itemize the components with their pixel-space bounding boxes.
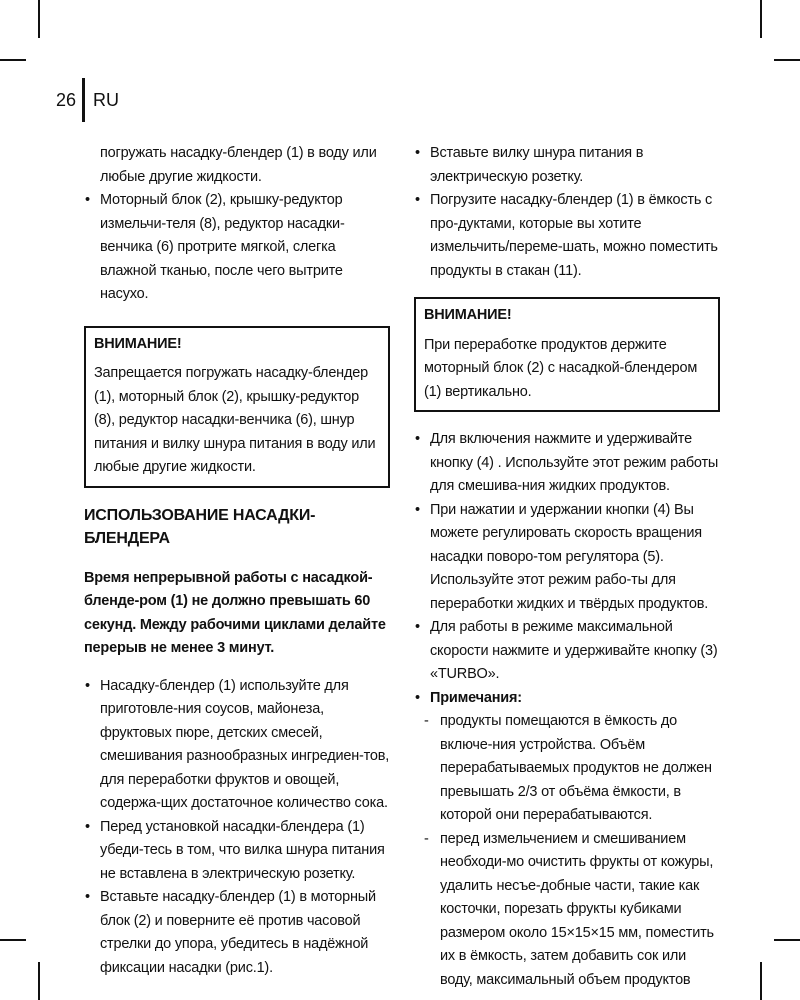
section-heading: ИСПОЛЬЗОВАНИЕ НАСАДКИ-БЛЕНДЕРА xyxy=(84,506,316,547)
crop-mark-bottom-left-h xyxy=(0,939,26,941)
dash-mark: - xyxy=(424,713,429,729)
list-item xyxy=(414,428,720,499)
list-item-text: Вставьте насадку-блендер (1) в моторный блок (2) и поверните её против часовой стрелки до упора, убедитесь в надёжной фиксации насадки (рис.1). xyxy=(100,889,376,976)
list-item xyxy=(414,616,720,687)
bullet-mark: • xyxy=(415,501,420,518)
bullet-mark: • xyxy=(85,677,90,694)
list-item xyxy=(84,675,390,816)
usage-list xyxy=(84,675,390,981)
dash-mark: - xyxy=(424,830,429,847)
bullet-mark: • xyxy=(85,192,90,208)
note-item xyxy=(414,710,720,828)
right-column xyxy=(414,142,720,992)
list-item-text: Вставьте вилку шнура питания в электрическую розетку. xyxy=(430,145,644,185)
list-item-text: При нажатии и удержании кнопки (4) Вы можете регулировать скорость вращения насадки поворо-том регулятора (5). Используйте этот режим рабо-ты для переработки жидких и твёрдых продуктов. xyxy=(430,501,709,612)
operation-list xyxy=(414,428,720,992)
warning-box xyxy=(414,297,720,412)
time-notice: Время непрерывной работы с насадкой-бленде-ром (1) не должно превышать 60 секунд. Между рабочими циклами делайте перерыв не менее 3 минут. xyxy=(84,569,386,656)
page-header xyxy=(56,78,119,122)
list-item-text: Перед установкой насадки-блендера (1) убеди-тесь в том, что вилка шнура питания не вставлена в электрическую розетку. xyxy=(100,818,385,882)
notes-list xyxy=(414,710,720,992)
list-item xyxy=(84,189,390,307)
warning-box xyxy=(84,326,390,488)
page-number: 26 xyxy=(56,89,77,110)
crop-mark-bottom-right-v xyxy=(760,962,762,1000)
list-item-text: Для работы в режиме максимальной скорости нажмите и удерживайте кнопку (3) «TURBO». xyxy=(430,619,718,682)
crop-mark-top-right-v xyxy=(760,0,762,38)
intro-continuation: погружать насадку-блендер (1) в воду или любые другие жидкости. xyxy=(100,145,377,185)
list-item-text: Погрузите насадку-блендер (1) в ёмкость с про-дуктами, которые вы хотите измельчить/переме-шать, можно поместить продукты в стакан (11). xyxy=(430,192,718,279)
cleaning-list xyxy=(84,189,390,307)
crop-mark-top-left-h xyxy=(0,59,26,61)
warning-text: Запрещается погружать насадку-блендер (1), моторный блок (2), крышку-редуктор (8), редуктор насадки-венчика (6), шнур питания и вилку шнура питания в воду или любые другие жидкости. xyxy=(94,365,376,475)
warning-text: При переработке продуктов держите моторный блок (2) с насадкой-блендером (1) вертикально. xyxy=(424,336,698,400)
crop-mark-top-left-v xyxy=(38,0,40,38)
bullet-mark: • xyxy=(85,818,90,835)
list-item-text: Для включения нажмите и удерживайте кнопку (4) . Используйте этот режим работы для смешива-ния жидких продуктов. xyxy=(430,431,719,494)
crop-mark-bottom-right-h xyxy=(774,939,800,941)
bullet-mark: • xyxy=(415,431,420,447)
crop-mark-top-right-h xyxy=(774,59,800,61)
left-column xyxy=(84,142,390,980)
list-item xyxy=(414,189,720,283)
list-item xyxy=(414,499,720,617)
notes-item xyxy=(414,687,720,993)
bullet-mark: • xyxy=(415,192,420,208)
list-item-text: Насадку-блендер (1) используйте для приготовле-ния соусов, майонеза, фруктовых пюре, детских смесей, смешивания разнообразных ингредиен-тов, для переработки фруктов и овощей, содержа-щих достаточное количество сока. xyxy=(100,677,390,811)
note-text: продукты помещаются в ёмкость до включе-ния устройства. Объём перерабатываемых продуктов не должен превышать 2/3 от объёма ёмкости, в которой они перерабатываются. xyxy=(440,713,712,823)
note-item xyxy=(414,828,720,993)
warning-title: ВНИМАНИЕ! xyxy=(424,307,512,323)
crop-mark-bottom-left-v xyxy=(38,962,40,1000)
list-item xyxy=(84,886,390,980)
language-code: RU xyxy=(93,89,120,110)
bullet-mark: • xyxy=(415,619,420,635)
header-divider xyxy=(82,78,85,122)
list-item xyxy=(84,816,390,887)
bullet-mark: • xyxy=(415,689,420,706)
list-item-text: Моторный блок (2), крышку-редуктор измельчи-теля (8), редуктор насадки-венчика (6) протрите мягкой, слегка влажной тканью, после чего вытрите насухо. xyxy=(100,192,345,302)
bullet-mark: • xyxy=(85,889,90,905)
prep-list xyxy=(414,142,720,283)
list-item xyxy=(414,142,720,189)
warning-title: ВНИМАНИЕ! xyxy=(94,335,182,352)
note-text: перед измельчением и смешиванием необходи-мо очистить фрукты от кожуры, удалить несъе-добные части, такие как косточки, порезать фрукты кубиками размером около 15×15×15 мм, поместить их в ёмкость, затем добавить сок или воду, максимальный объем продуктов xyxy=(440,830,714,988)
notes-label: Примечания: xyxy=(430,689,522,706)
bullet-mark: • xyxy=(415,145,420,161)
